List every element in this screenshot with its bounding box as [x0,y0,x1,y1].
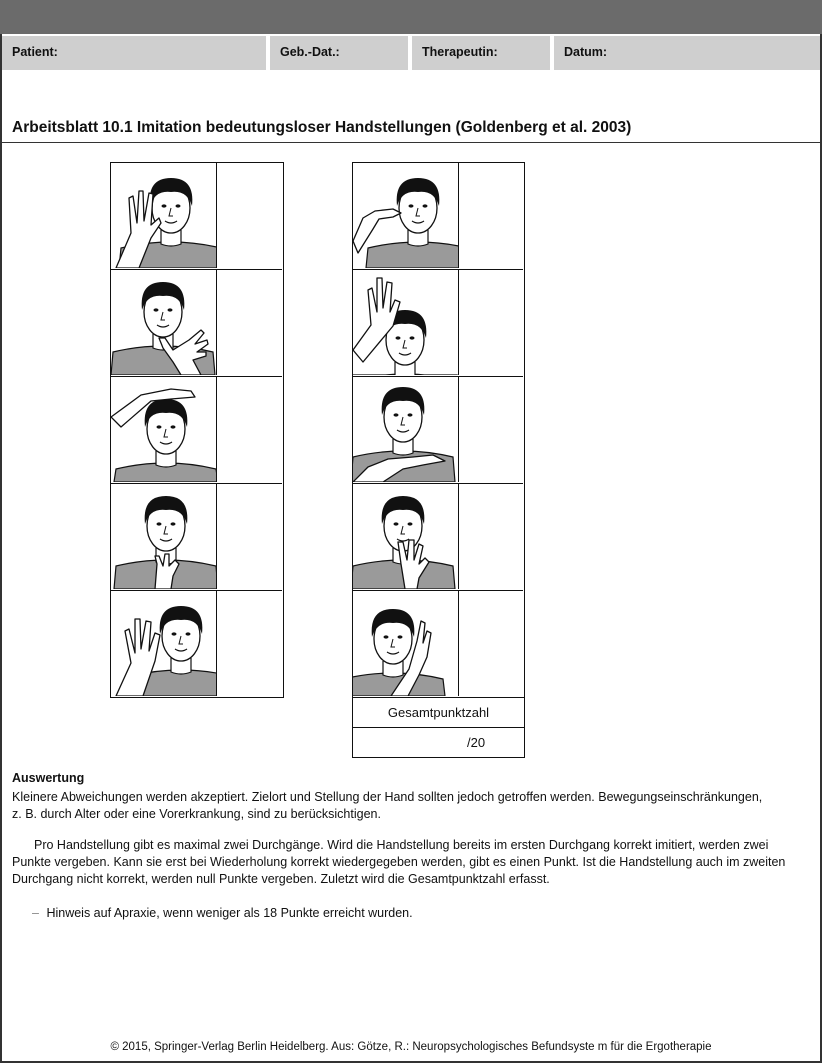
left-row-5 [111,591,282,696]
total-score-box [352,697,525,758]
right-row-4-image-illustration [353,484,458,589]
birthdate-field[interactable]: Geb.-Dat.: [270,36,408,70]
right-row-3 [353,377,523,484]
evaluation-paragraph-2c: Durchgang nicht korrekt, werden null Punkte vergeben. Zuletzt wird die Gesamtpunktzahl erfasst. [12,872,550,886]
left-row-3-image [111,377,217,482]
right-row-2-image [353,270,459,375]
left-row-4-image-illustration [111,484,216,589]
top-bar [0,0,822,34]
bullet-dash: – [32,906,39,920]
right-row-1-image-illustration [353,163,458,268]
evaluation-paragraph-1b: z. B. durch Alter oder eine Vorerkrankung, sind zu berücksichtigen. [12,807,381,821]
left-row-4 [111,484,282,591]
left-row-4-image [111,484,217,589]
total-score-label: Gesamtpunktzahl [353,697,524,728]
left-row-3 [111,377,282,484]
left-row-2-image-illustration [111,270,216,375]
left-row-5-image [111,591,217,696]
right-row-2 [353,270,523,377]
right-row-1-image [353,163,459,268]
right-row-1 [353,163,523,270]
title-divider [2,142,820,143]
right-row-3-image-illustration [353,377,458,482]
right-row-4-image [353,484,459,589]
left-row-2 [111,270,282,377]
left-row-2-image [111,270,217,375]
left-row-1-image-illustration [111,163,216,268]
date-field[interactable]: Datum: [554,36,820,70]
right-row-4 [353,484,523,591]
evaluation-paragraph-2b: Punkte vergeben. Kann sie erst bei Wiederholung korrekt wiedergegeben werden, gibt es einen Punkt. Ist die Handstellung auch im zweiten [12,855,786,869]
evaluation-paragraph-2: Pro Handstellung gibt es maximal zwei Durchgänge. Wird die Handstellung bereits im ersten Durchgang korrekt imitiert, werden zwei [34,838,769,852]
left-row-1-image [111,163,217,268]
worksheet-title: Arbeitsblatt 10.1 Imitation bedeutungsloser Handstellungen (Goldenberg et al. 2003) [12,119,632,136]
left-row-3-image-illustration [111,377,216,482]
therapist-field[interactable]: Therapeutin: [412,36,550,70]
right-row-5-image [353,591,459,696]
apraxia-note [12,905,802,922]
evaluation-heading: Auswertung [12,771,85,785]
header-fields [2,36,820,70]
right-row-5-image-illustration [353,591,458,696]
evaluation-paragraph-1: Kleinere Abweichungen werden akzeptiert. Zielort und Stellung der Hand sollten jedoch getroffen werden. Bewegungseinschränkungen, [12,790,763,804]
left-row-5-image-illustration [111,591,216,696]
left-row-1 [111,163,282,270]
patient-field[interactable]: Patient: [2,36,266,70]
total-score-value[interactable]: /20 [467,735,486,750]
right-row-5 [353,591,523,696]
copyright-footer: © 2015, Springer-Verlag Berlin Heidelberg. Aus: Götze, R.: Neuropsychologisches Befundsyste m für die Ergotherapie [110,1041,712,1053]
right-row-3-image [353,377,459,482]
apraxia-note-text: Hinweis auf Apraxie, wenn weniger als 18 Punkte erreicht wurden. [46,906,413,920]
right-row-2-image-illustration [353,270,458,375]
right-hand-grid [352,162,525,698]
left-hand-grid [110,162,284,698]
